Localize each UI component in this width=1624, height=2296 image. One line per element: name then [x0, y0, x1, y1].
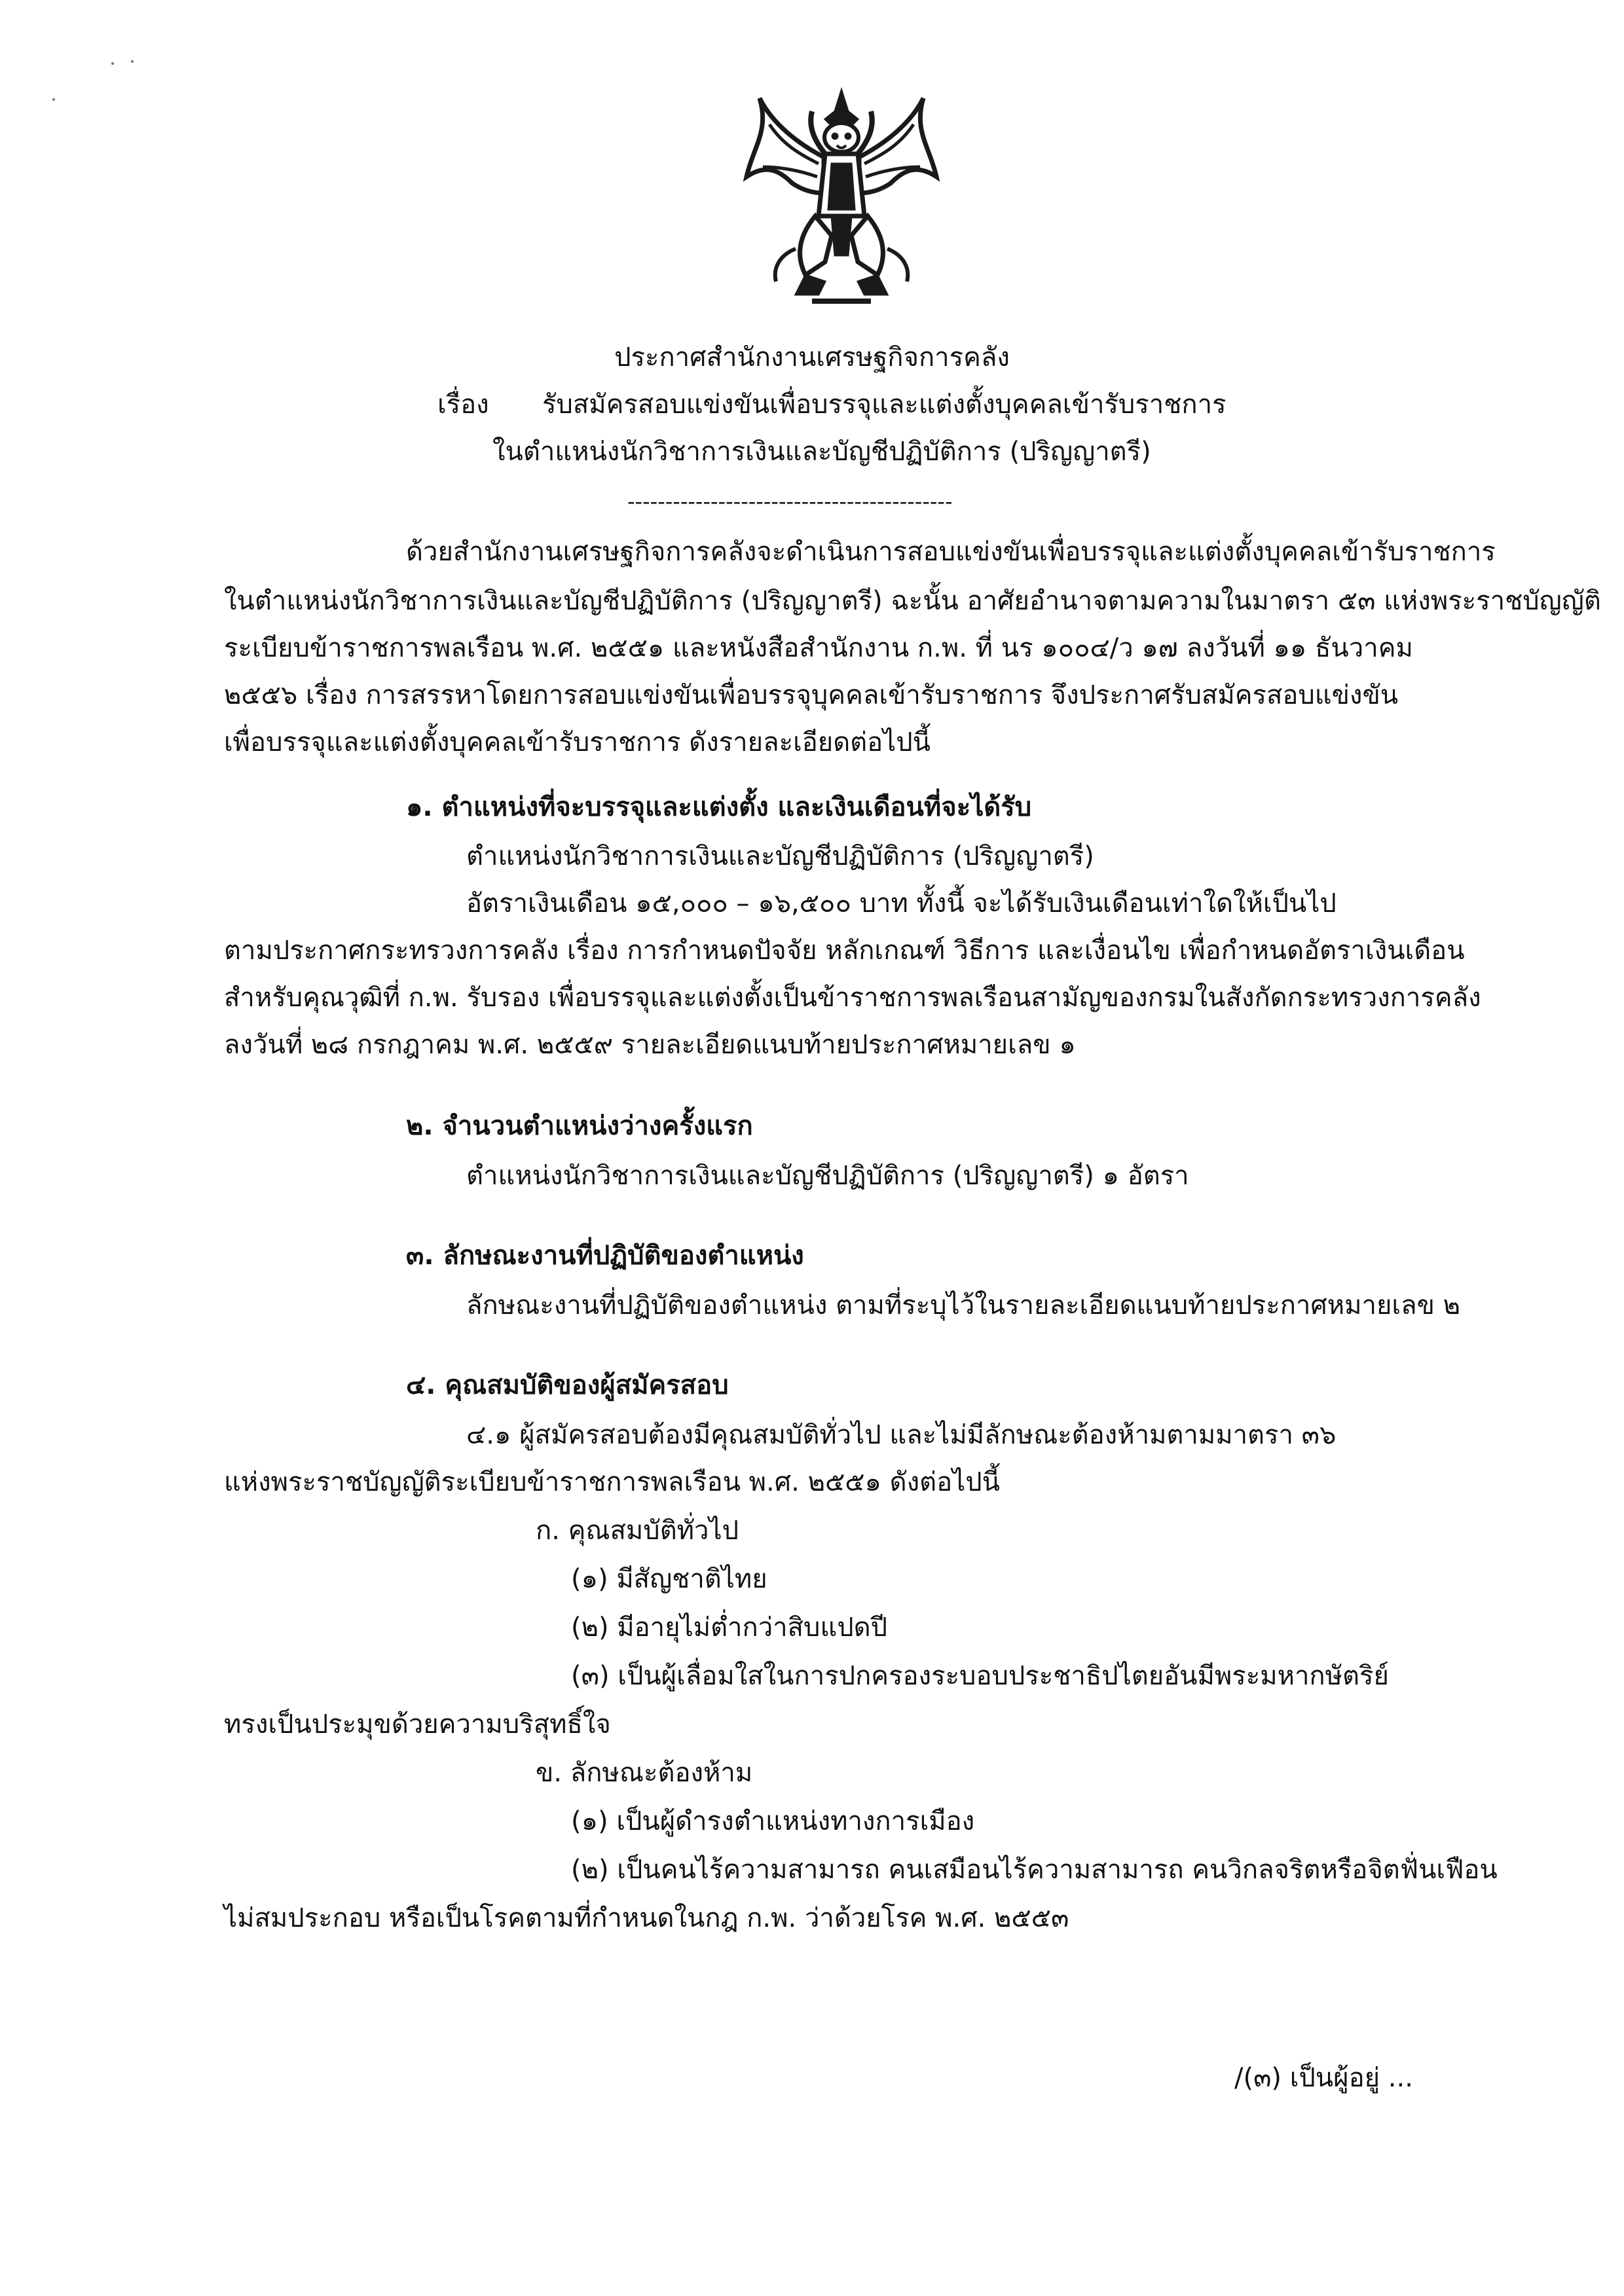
intro-line: ๒๕๕๖ เรื่อง การสรรหาโดยการสอบแข่งขันเพื่อบรรจุบุคคลเข้ารับราชการ จึงประกาศรับสมัครสอบแข่งขัน	[224, 680, 1399, 710]
agency-title: ประกาศสำนักงานเศรษฐกิจการคลัง	[614, 342, 1010, 373]
section-4-1-line-2: แห่งพระราชบัญญัติระเบียบข้าราชการพลเรือน พ.ศ. ๒๕๕๑ ดังต่อไปนี้	[224, 1467, 1000, 1497]
header-divider: -------------------------------------------	[627, 489, 953, 514]
page-continuation: /(๓) เป็นผู้อยู่ ...	[1234, 2063, 1413, 2093]
section-4-1-line-1: ๔.๑ ผู้สมัครสอบต้องมีคุณสมบัติทั่วไป และไม่มีลักษณะต้องห้ามตามมาตรา ๓๖	[466, 1420, 1337, 1450]
section-1-line: ตามประกาศกระทรวงการคลัง เรื่อง การกำหนดปัจจัย หลักเกณฑ์ วิธีการ และเงื่อนไข เพื่อกำหนดอัตราเงินเดือน	[224, 936, 1465, 966]
section-1-line: ตำแหน่งนักวิชาการเงินและบัญชีปฏิบัติการ (ปริญญาตรี)	[466, 841, 1094, 871]
intro-line: ด้วยสำนักงานเศรษฐกิจการคลังจะดำเนินการสอบแข่งขันเพื่อบรรจุและแต่งตั้งบุคคลเข้ารับราชการ	[406, 537, 1496, 567]
scan-speck	[131, 60, 134, 63]
section-3-line: ลักษณะงานที่ปฏิบัติของตำแหน่ง ตามที่ระบุไว้ในรายละเอียดแนบท้ายประกาศหมายเลข ๒	[466, 1290, 1461, 1321]
section-1-line: อัตราเงินเดือน ๑๕,๐๐๐ – ๑๖,๕๐๐ บาท ทั้งนี้ จะได้รับเงินเดือนเท่าใดให้เป็นไป	[466, 888, 1337, 919]
subject-line-1: รับสมัครสอบแข่งขันเพื่อบรรจุและแต่งตั้งบุคคลเข้ารับราชการ	[542, 390, 1227, 420]
general-qualification-item: (๑) มีสัญชาติไทย	[571, 1564, 767, 1594]
section-4-heading: ๔. คุณสมบัติของผู้สมัครสอบ	[406, 1370, 729, 1400]
section-1-heading: ๑. ตำแหน่งที่จะบรรจุและแต่งตั้ง และเงินเดือนที่จะได้รับ	[406, 792, 1032, 822]
intro-line: เพื่อบรรจุและแต่งตั้งบุคคลเข้ารับราชการ ดังรายละเอียดต่อไปนี้	[224, 727, 931, 757]
intro-line: ในตำแหน่งนักวิชาการเงินและบัญชีปฏิบัติการ (ปริญญาตรี) ฉะนั้น อาศัยอำนาจตามความในมาตรา ๕๓ แห่งพระราชบัญญัติ	[224, 586, 1601, 616]
prohibited-characteristics-heading: ข. ลักษณะต้องห้าม	[536, 1758, 753, 1788]
section-1-line: สำหรับคุณวุฒิที่ ก.พ. รับรอง เพื่อบรรจุและแต่งตั้งเป็นข้าราชการพลเรือนสามัญของกรมในสังกัดกระทรวงการคลัง	[224, 983, 1481, 1013]
scan-speck	[111, 62, 114, 65]
general-qualification-continuation: ทรงเป็นประมุขด้วยความบริสุทธิ์ใจ	[224, 1709, 611, 1740]
intro-line: ระเบียบข้าราชการพลเรือน พ.ศ. ๒๕๕๑ และหนังสือสำนักงาน ก.พ. ที่ นร ๑๐๐๔/ว ๑๗ ลงวันที่ ๑๑ ธันวาคม	[224, 633, 1413, 663]
general-qualification-item: (๓) เป็นผู้เลื่อมใสในการปกครองระบอบประชาธิปไตยอันมีพระมหากษัตริย์	[571, 1661, 1389, 1691]
prohibited-item: (๒) เป็นคนไร้ความสามารถ คนเสมือนไร้ความสามารถ คนวิกลจริตหรือจิตฟั่นเฟือน	[571, 1855, 1498, 1885]
section-2-line: ตำแหน่งนักวิชาการเงินและบัญชีปฏิบัติการ (ปริญญาตรี) ๑ อัตรา	[466, 1161, 1189, 1191]
garuda-emblem-icon	[733, 85, 950, 308]
subject-label: เรื่อง	[437, 390, 489, 420]
general-qualifications-heading: ก. คุณสมบัติทั่วไป	[536, 1516, 739, 1546]
section-3-heading: ๓. ลักษณะงานที่ปฏิบัติของตำแหน่ง	[406, 1241, 804, 1271]
section-1-line: ลงวันที่ ๒๘ กรกฎาคม พ.ศ. ๒๕๕๙ รายละเอียดแนบท้ายประกาศหมายเลข ๑	[224, 1030, 1076, 1060]
general-qualification-item: (๒) มีอายุไม่ต่ำกว่าสิบแปดปี	[571, 1613, 887, 1643]
section-2-heading: ๒. จำนวนตำแหน่งว่างครั้งแรก	[406, 1111, 753, 1141]
scan-speck	[52, 98, 55, 101]
prohibited-item: (๑) เป็นผู้ดำรงตำแหน่งทางการเมือง	[571, 1806, 975, 1836]
subject-line-2: ในตำแหน่งนักวิชาการเงินและบัญชีปฏิบัติการ (ปริญญาตรี)	[492, 437, 1151, 467]
prohibited-item-continuation: ไม่สมประกอบ หรือเป็นโรคตามที่กำหนดในกฎ ก.พ. ว่าด้วยโรค พ.ศ. ๒๕๕๓	[224, 1903, 1069, 1933]
